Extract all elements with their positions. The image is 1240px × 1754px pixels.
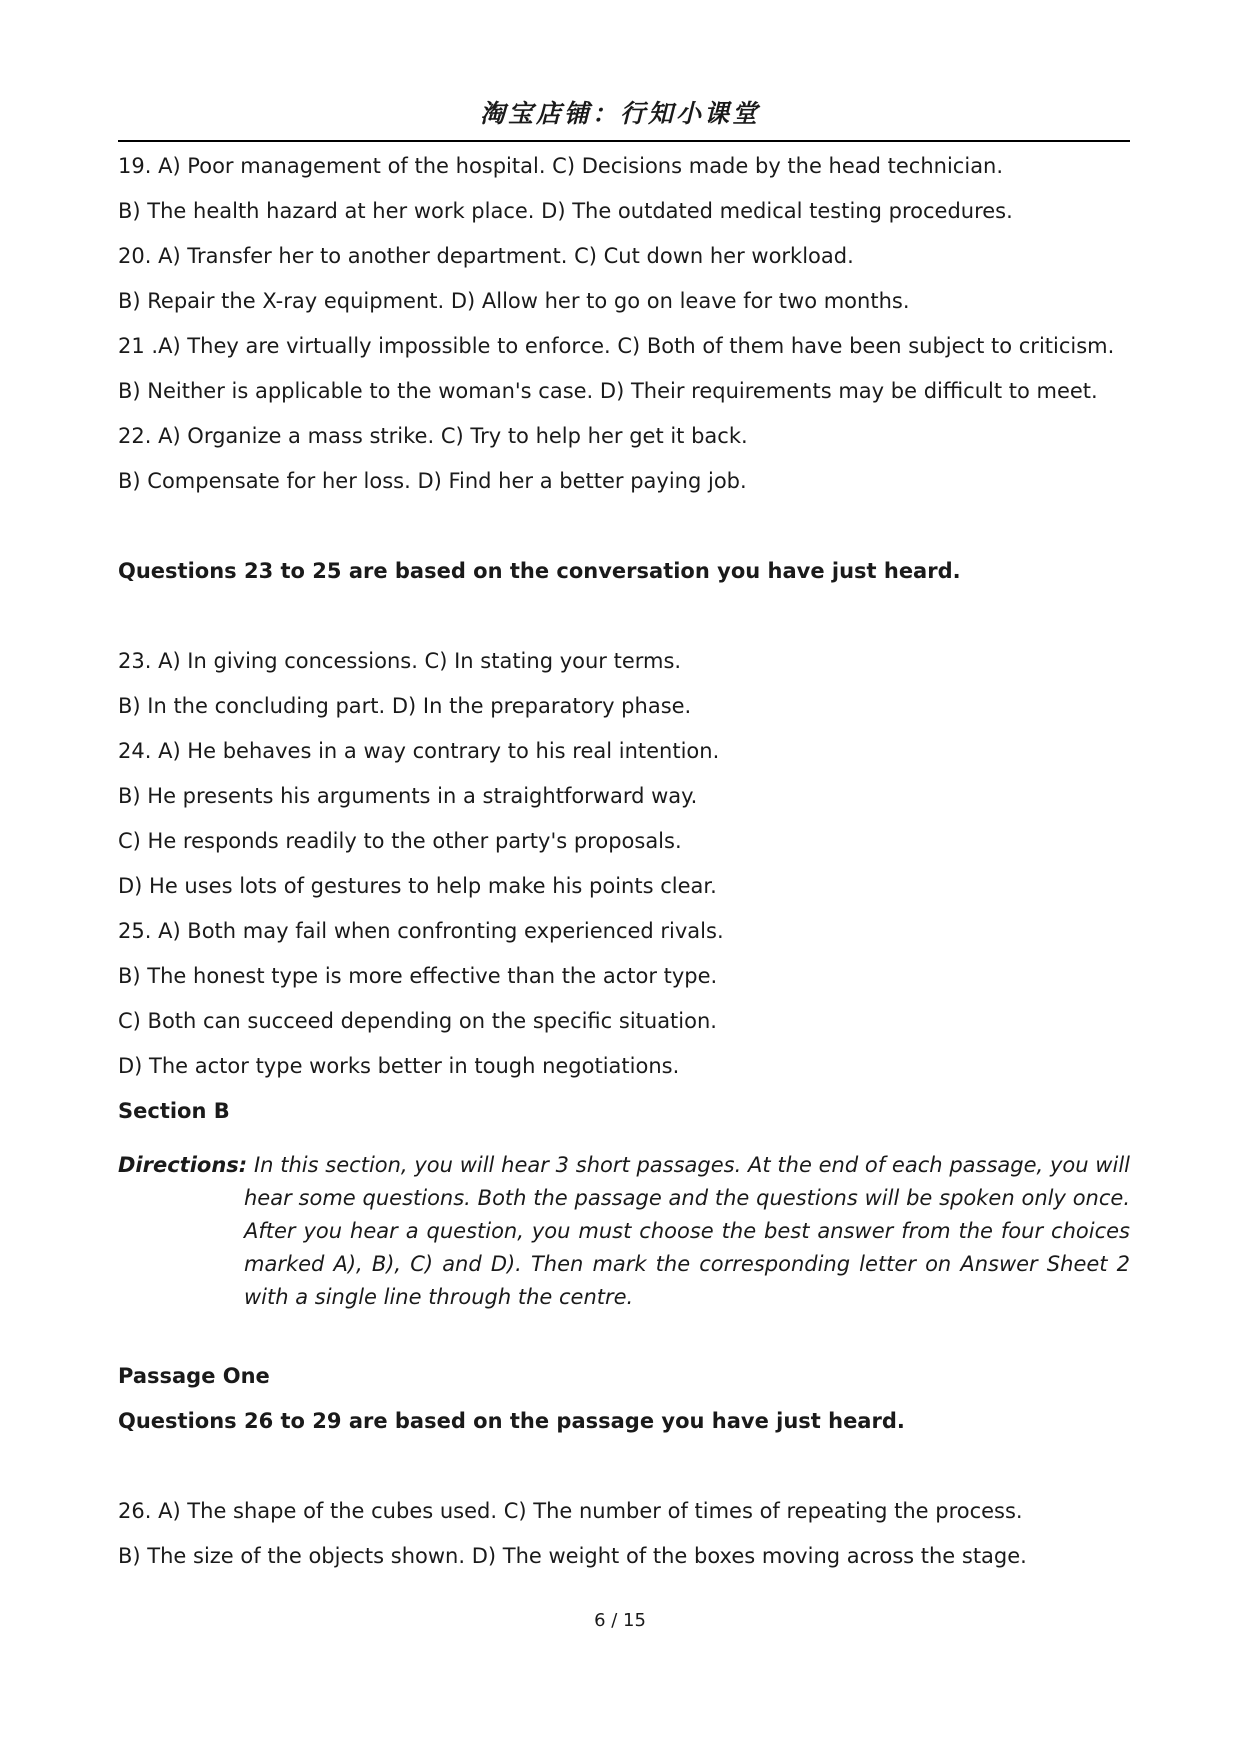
section-b-directions (118, 1149, 1130, 1314)
question-26-options-bd: B) The size of the objects shown. D) The weight of the boxes moving across the stage. (118, 1544, 1027, 1568)
section-b-heading: Section B (118, 1099, 230, 1123)
question-19-options-ac: 19. A) Poor management of the hospital. C) Decisions made by the head technician. (118, 154, 1004, 178)
passage-one-heading: Passage One (118, 1364, 270, 1388)
header-divider (118, 140, 1130, 142)
question-25-option-b: B) The honest type is more effective than the actor type. (118, 964, 718, 988)
page-header-title: 淘宝店铺：行知小课堂 (479, 99, 760, 128)
questions-23-25-heading: Questions 23 to 25 are based on the conversation you have just heard. (118, 559, 961, 583)
question-21-options-bd: B) Neither is applicable to the woman's case. D) Their requirements may be difficult to meet. (118, 379, 1098, 403)
question-24-option-d: D) He uses lots of gestures to help make his points clear. (118, 874, 717, 898)
question-26-options-ac: 26. A) The shape of the cubes used. C) The number of times of repeating the process. (118, 1499, 1023, 1523)
question-24-option-a: 24. A) He behaves in a way contrary to his real intention. (118, 739, 720, 763)
question-25-option-d: D) The actor type works better in tough negotiations. (118, 1054, 680, 1078)
question-21-options-ac: 21 .A) They are virtually impossible to enforce. C) Both of them have been subject to criticism. (118, 334, 1115, 358)
question-25-option-a: 25. A) Both may fail when confronting experienced rivals. (118, 919, 724, 943)
question-23-options-bd: B) In the concluding part. D) In the preparatory phase. (118, 694, 692, 718)
directions-text: In this section, you will hear 3 short passages. At the end of each passage, you will hear some questions. Both the passage and the questions will be spoken only once. After you hear a question, you must choose the best answer from the four choices marked A), B), C) and D). Then mark the corresponding letter on Answer Sheet 2 with a single line through the centre. (244, 1153, 1130, 1309)
question-22-options-bd: B) Compensate for her loss. D) Find her a better paying job. (118, 469, 747, 493)
page-number: 6 / 15 (594, 1610, 646, 1631)
question-23-options-ac: 23. A) In giving concessions. C) In stating your terms. (118, 649, 682, 673)
question-22-options-ac: 22. A) Organize a mass strike. C) Try to help her get it back. (118, 424, 748, 448)
question-20-options-ac: 20. A) Transfer her to another department. C) Cut down her workload. (118, 244, 854, 268)
question-24-option-b: B) He presents his arguments in a straightforward way. (118, 784, 698, 808)
question-20-options-bd: B) Repair the X-ray equipment. D) Allow her to go on leave for two months. (118, 289, 910, 313)
question-19-options-bd: B) The health hazard at her work place. D) The outdated medical testing procedures. (118, 199, 1013, 223)
question-25-option-c: C) Both can succeed depending on the specific situation. (118, 1009, 717, 1033)
question-24-option-c: C) He responds readily to the other party's proposals. (118, 829, 682, 853)
questions-26-29-heading: Questions 26 to 29 are based on the passage you have just heard. (118, 1409, 905, 1433)
directions-label: Directions: (118, 1153, 248, 1177)
